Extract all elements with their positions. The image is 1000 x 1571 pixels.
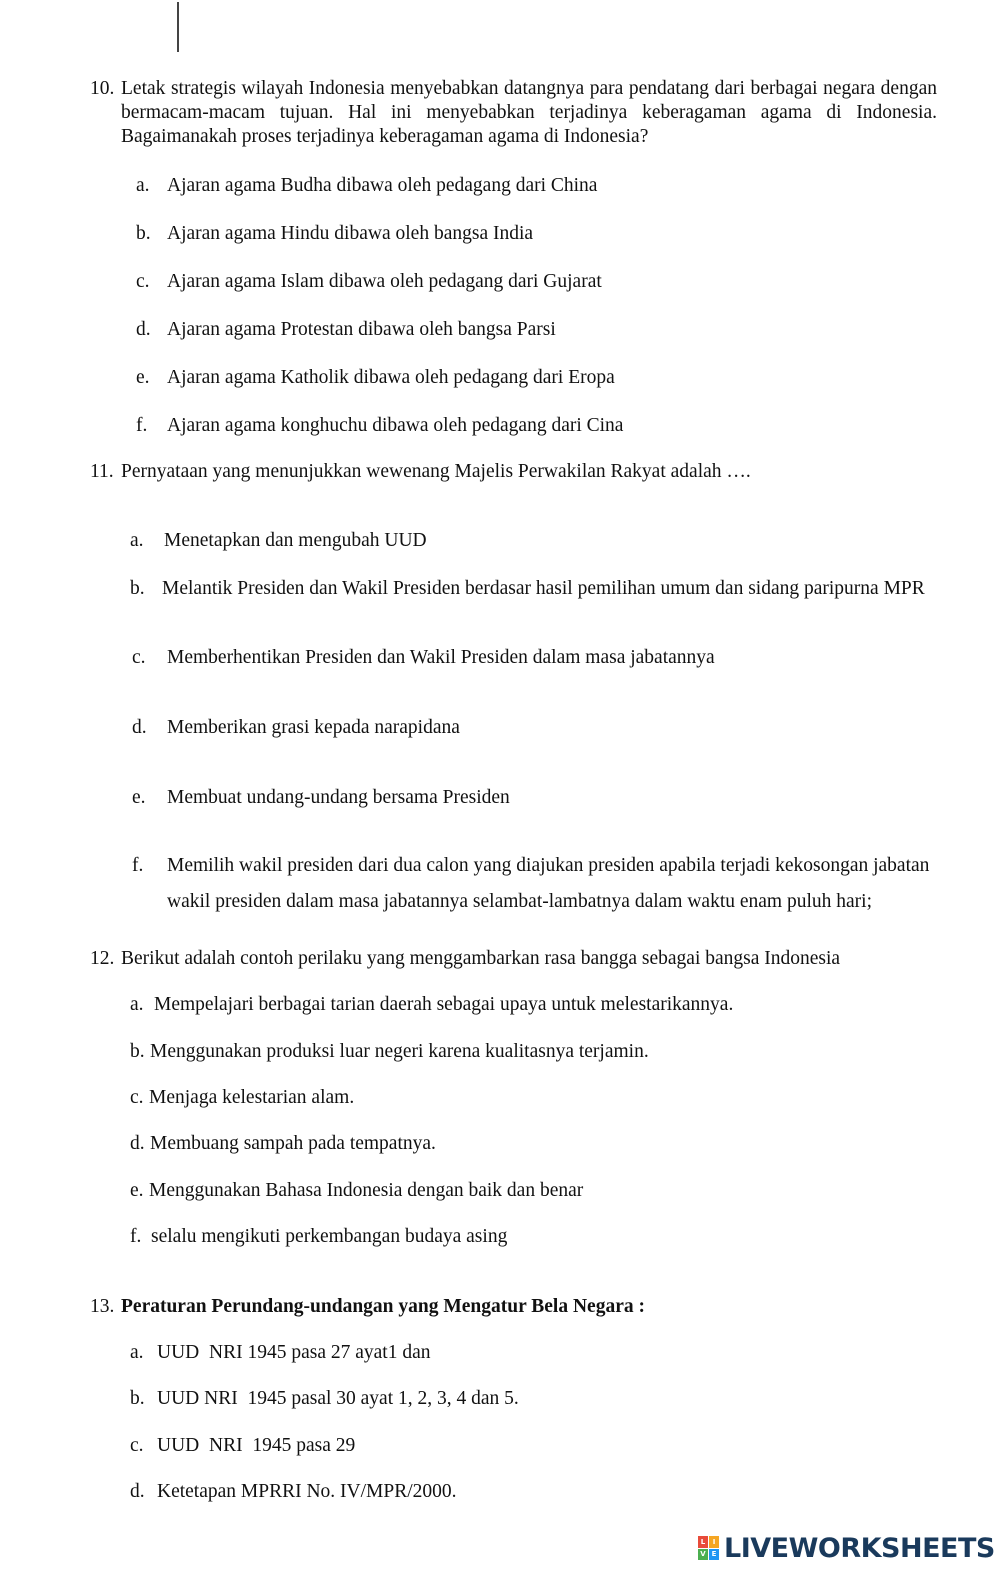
liveworksheets-brand xyxy=(698,1533,995,1563)
q13-option-d-label: d. xyxy=(130,1481,145,1502)
q12-option-d-text: Membuang sampah pada tempatnya. xyxy=(150,1133,436,1154)
q10-option-e-label: e. xyxy=(136,367,150,388)
q12-option-a-text: Mempelajari berbagai tarian daerah sebagai upaya untuk melestarikannya. xyxy=(154,994,734,1015)
text-cursor-line xyxy=(177,2,179,52)
q10-option-a-text: Ajaran agama Budha dibawa oleh pedagang dari China xyxy=(167,175,598,196)
q12-option-e-text: Menggunakan Bahasa Indonesia dengan baik dan benar xyxy=(149,1180,584,1201)
q13-option-b-label: b. xyxy=(130,1388,145,1409)
q10-option-a-label: a. xyxy=(136,175,150,196)
q10-option-f-label: f. xyxy=(136,415,148,436)
question-11-number: 11. xyxy=(90,461,114,482)
q12-option-a-label: a. xyxy=(130,994,144,1015)
q10-option-c-text: Ajaran agama Islam dibawa oleh pedagang dari Gujarat xyxy=(167,271,602,292)
q11-option-b-label: b. xyxy=(130,578,145,599)
q11-option-a-text: Menetapkan dan mengubah UUD xyxy=(164,530,427,551)
q10-option-d-label: d. xyxy=(136,319,151,340)
q12-option-b-label: b. xyxy=(130,1041,145,1062)
q11-option-c-label: c. xyxy=(132,647,146,668)
q13-option-a-text: UUD NRI 1945 pasa 27 ayat1 dan xyxy=(157,1342,431,1363)
q13-option-c-text: UUD NRI 1945 pasa 29 xyxy=(157,1435,356,1456)
q11-option-f-label: f. xyxy=(132,855,144,876)
logo-letter-i: I xyxy=(709,1536,719,1548)
q12-option-b-text: Menggunakan produksi luar negeri karena kualitasnya terjamin. xyxy=(150,1041,649,1062)
q13-option-a-label: a. xyxy=(130,1342,144,1363)
liveworksheets-logo-icon xyxy=(698,1536,719,1560)
q13-option-c-label: c. xyxy=(130,1435,144,1456)
q12-option-c-label: c. xyxy=(130,1087,144,1108)
question-10-text: Letak strategis wilayah Indonesia menyebabkan datangnya para pendatang dari berbagai negara dengan bermacam-macam tujuan. Hal ini menyebabkan terjadinya keberagaman agama di Indonesia. Bagaimanakah proses terjadinya keberagaman agama di Indonesia? xyxy=(121,78,937,147)
question-12-number: 12. xyxy=(90,948,115,969)
q11-option-e-text: Membuat undang-undang bersama Presiden xyxy=(167,787,510,808)
logo-letter-v: V xyxy=(698,1549,708,1561)
q10-option-b-label: b. xyxy=(136,223,151,244)
q11-option-e-label: e. xyxy=(132,787,146,808)
question-10-number: 10. xyxy=(90,78,115,99)
q11-option-a-label: a. xyxy=(130,530,144,551)
q12-option-d-label: d. xyxy=(130,1133,145,1154)
logo-letter-e: E xyxy=(709,1549,719,1561)
q12-option-f-label: f. xyxy=(130,1226,142,1247)
q10-option-e-text: Ajaran agama Katholik dibawa oleh pedagang dari Eropa xyxy=(167,367,615,388)
q10-option-f-text: Ajaran agama konghuchu dibawa oleh pedagang dari Cina xyxy=(167,415,624,436)
q13-option-b-text: UUD NRI 1945 pasal 30 ayat 1, 2, 3, 4 dan 5. xyxy=(157,1388,519,1409)
q11-option-c-text: Memberhentikan Presiden dan Wakil Presiden dalam masa jabatannya xyxy=(167,647,715,668)
q11-option-f-text: Memilih wakil presiden dari dua calon yang diajukan presiden apabila terjadi kekosongan jabatan wakil presiden dalam masa jabatannya selambat-lambatnya dalam waktu enam puluh hari; xyxy=(167,855,930,912)
question-13-number: 13. xyxy=(90,1296,115,1317)
liveworksheets-wordmark: LIVEWORKSHEETS xyxy=(724,1532,995,1564)
question-11-text: Pernyataan yang menunjukkan wewenang Majelis Perwakilan Rakyat adalah …. xyxy=(121,461,751,482)
q11-option-b-text: Melantik Presiden dan Wakil Presiden berdasar hasil pemilihan umum dan sidang paripurna MPR xyxy=(162,578,925,599)
question-13-text: Peraturan Perundang-undangan yang Mengatur Bela Negara : xyxy=(121,1296,645,1317)
q12-option-f-text: selalu mengikuti perkembangan budaya asing xyxy=(151,1226,508,1247)
question-12-text: Berikut adalah contoh perilaku yang menggambarkan rasa bangga sebagai bangsa Indonesia xyxy=(121,948,841,969)
q11-option-d-label: d. xyxy=(132,717,147,738)
q12-option-c-text: Menjaga kelestarian alam. xyxy=(149,1087,355,1108)
q11-option-d-text: Memberikan grasi kepada narapidana xyxy=(167,717,460,738)
logo-letter-l: L xyxy=(698,1536,708,1548)
q10-option-c-label: c. xyxy=(136,271,150,292)
q10-option-d-text: Ajaran agama Protestan dibawa oleh bangsa Parsi xyxy=(167,319,556,340)
q13-option-d-text: Ketetapan MPRRI No. IV/MPR/2000. xyxy=(157,1481,457,1502)
q12-option-e-label: e. xyxy=(130,1180,144,1201)
q10-option-b-text: Ajaran agama Hindu dibawa oleh bangsa India xyxy=(167,223,534,244)
